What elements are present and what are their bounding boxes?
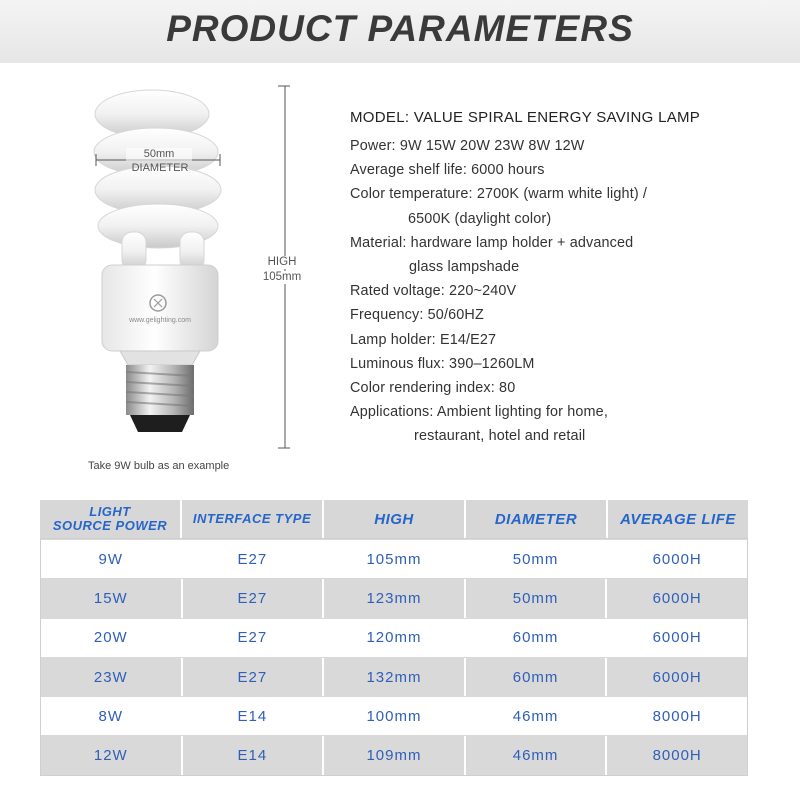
cell-life: 6000H xyxy=(607,619,747,657)
header-light-line1: LIGHT xyxy=(89,504,131,519)
cell-power: 12W xyxy=(41,736,183,774)
cell-diameter: 60mm xyxy=(466,658,608,696)
spec-luminous-flux: Luminous flux: 390–1260LM xyxy=(350,355,535,372)
cell-life: 8000H xyxy=(607,697,747,735)
cell-diameter: 46mm xyxy=(466,697,608,735)
model-title: MODEL: VALUE SPIRAL ENERGY SAVING LAMP xyxy=(350,109,701,126)
cell-power: 23W xyxy=(41,658,183,696)
table-row xyxy=(41,579,747,617)
cell-life: 8000H xyxy=(607,736,747,774)
cell-diameter: 50mm xyxy=(466,540,608,578)
cell-diameter: 60mm xyxy=(466,619,608,657)
spec-applications: Applications: Ambient lighting for home, xyxy=(350,404,608,421)
cell-high: 100mm xyxy=(324,697,466,735)
cell-high: 120mm xyxy=(324,619,466,657)
table-row xyxy=(41,736,747,774)
header-average-life: AVERAGE LIFE xyxy=(608,500,748,538)
cell-diameter: 50mm xyxy=(466,579,608,617)
cell-high: 109mm xyxy=(324,736,466,774)
cell-power: 20W xyxy=(41,619,183,657)
cell-interface: E27 xyxy=(183,540,325,578)
page-header xyxy=(0,0,800,63)
cell-interface: E27 xyxy=(183,619,325,657)
cell-power: 8W xyxy=(41,697,183,735)
cell-interface: E27 xyxy=(183,579,325,617)
cell-high: 105mm xyxy=(324,540,466,578)
cell-life: 6000H xyxy=(607,579,747,617)
spec-material: Material: hardware lamp holder + advanced xyxy=(350,234,634,251)
spec-frequency: Frequency: 50/60HZ xyxy=(350,307,484,324)
table-header-row xyxy=(40,500,748,538)
bulb-caption: Take 9W bulb as an example xyxy=(88,460,230,472)
spec-list xyxy=(350,108,790,449)
diameter-label: DIAMETER xyxy=(131,162,189,174)
header-interface-type: INTERFACE TYPE xyxy=(182,500,324,538)
cell-power: 15W xyxy=(41,579,183,617)
spec-power: Power: 9W 15W 20W 23W 8W 12W xyxy=(350,138,585,154)
spec-applications-cont: restaurant, hotel and retail xyxy=(414,428,586,445)
table-body xyxy=(40,538,748,776)
cell-diameter: 46mm xyxy=(466,736,608,774)
header-high: HIGH xyxy=(324,500,466,538)
height-value: 105mm xyxy=(252,271,312,284)
table-row xyxy=(41,539,747,579)
cell-power: 9W xyxy=(41,540,183,578)
spec-material-cont: glass lampshade xyxy=(409,259,520,276)
table-row xyxy=(41,696,747,736)
cell-interface: E14 xyxy=(183,736,325,774)
cell-life: 6000H xyxy=(607,540,747,578)
brand-text: www.gelighting.com xyxy=(129,317,191,324)
header-diameter: DIAMETER xyxy=(466,500,608,538)
spec-lamp-holder: Lamp holder: E14/E27 xyxy=(350,331,497,348)
parameter-table xyxy=(40,500,748,776)
cell-interface: E27 xyxy=(183,658,325,696)
spec-color-temperature-cont: 6500K (daylight color) xyxy=(408,210,552,227)
spec-color-rendering: Color rendering index: 80 xyxy=(350,380,516,397)
cell-interface: E14 xyxy=(183,697,325,735)
height-label: HIGH xyxy=(252,256,312,269)
cell-high: 132mm xyxy=(324,658,466,696)
cell-high: 123mm xyxy=(324,579,466,617)
table-row xyxy=(41,618,747,658)
header-light-line2: SOURCE POWER xyxy=(52,518,168,533)
table-row xyxy=(41,658,747,696)
spec-color-temperature: Color temperature: 2700K (warm white light) / xyxy=(350,186,648,203)
spec-rated-voltage: Rated voltage: 220~240V xyxy=(350,283,517,300)
spec-shelf-life: Average shelf life: 6000 hours xyxy=(350,162,545,179)
cell-life: 6000H xyxy=(607,658,747,696)
diameter-value: 50mm xyxy=(126,148,192,161)
header-light-source-power xyxy=(40,500,182,538)
page-title: PRODUCT PARAMETERS xyxy=(166,8,634,49)
